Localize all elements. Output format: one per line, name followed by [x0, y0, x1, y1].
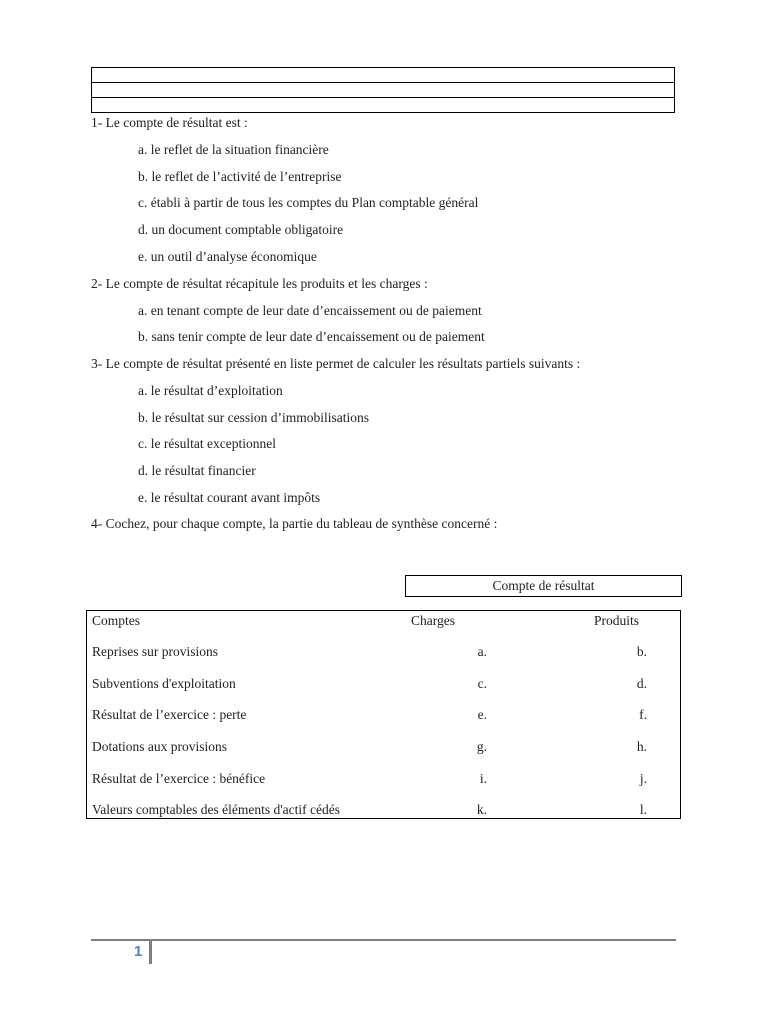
question-3-option-c: c. le résultat exceptionnel — [138, 436, 276, 451]
page-number: 1 — [134, 943, 143, 960]
question-2-option-b: b. sans tenir compte de leur date d’encaissement ou de paiement — [138, 329, 485, 344]
header-charges: Charges — [411, 613, 455, 628]
produits-cell: f. — [639, 707, 647, 722]
question-3-option-d: d. le résultat financier — [138, 463, 256, 478]
table-row — [87, 802, 680, 822]
synthesis-table — [86, 610, 681, 819]
compte-name: Dotations aux provisions — [92, 739, 227, 754]
table-row — [87, 644, 680, 664]
question-2: 2- Le compte de résultat récapitule les produits et les charges : — [91, 276, 428, 291]
charges-cell: c. — [477, 676, 487, 691]
charges-cell: k. — [476, 802, 487, 817]
question-3: 3- Le compte de résultat présenté en liste permet de calculer les résultats partiels suivants : — [91, 356, 581, 371]
empty-header-table — [91, 67, 675, 113]
question-3-option-b: b. le résultat sur cession d’immobilisations — [138, 410, 369, 425]
header-comptes: Comptes — [92, 613, 141, 628]
compte-name: Résultat de l’exercice : perte — [92, 707, 247, 722]
question-3-option-a: a. le résultat d’exploitation — [138, 383, 283, 398]
table-header-row — [87, 613, 680, 633]
compte-name: Résultat de l’exercice : bénéfice — [92, 771, 266, 786]
question-1-option-b: b. le reflet de l’activité de l’entreprise — [138, 169, 342, 184]
compte-name: Subventions d'exploitation — [92, 676, 236, 691]
table-row — [87, 739, 680, 759]
table-row — [87, 771, 680, 791]
charges-cell: a. — [477, 644, 487, 659]
question-1-option-c: c. établi à partir de tous les comptes du Plan comptable général — [138, 195, 479, 210]
charges-cell: g. — [476, 739, 487, 754]
question-3-option-e: e. le résultat courant avant impôts — [138, 490, 321, 505]
produits-cell: j. — [639, 771, 647, 786]
header-produits: Produits — [594, 613, 640, 628]
compte-de-resultat-caption: Compte de résultat — [405, 575, 682, 597]
charges-cell: e. — [477, 707, 487, 722]
produits-cell: h. — [636, 739, 647, 754]
produits-cell: b. — [636, 644, 647, 659]
table-row — [87, 707, 680, 727]
produits-cell: d. — [636, 676, 647, 691]
header-row — [92, 83, 675, 98]
question-1-option-d: d. un document comptable obligatoire — [138, 222, 344, 237]
compte-name: Valeurs comptables des éléments d'actif cédés — [92, 802, 340, 817]
footer-rule — [91, 939, 676, 941]
table-row — [87, 676, 680, 696]
question-2-option-a: a. en tenant compte de leur date d’encaissement ou de paiement — [138, 303, 482, 318]
question-1: 1- Le compte de résultat est : — [91, 115, 248, 130]
question-1-option-e: e. un outil d’analyse économique — [138, 249, 317, 264]
header-row — [92, 68, 675, 83]
page-number-divider — [149, 941, 152, 964]
question-1-option-a: a. le reflet de la situation financière — [138, 142, 329, 157]
question-4: 4- Cochez, pour chaque compte, la partie du tableau de synthèse concerné : — [91, 516, 498, 531]
header-row — [92, 98, 675, 113]
compte-name: Reprises sur provisions — [92, 644, 218, 659]
charges-cell: i. — [479, 771, 487, 786]
produits-cell: l. — [639, 802, 647, 817]
